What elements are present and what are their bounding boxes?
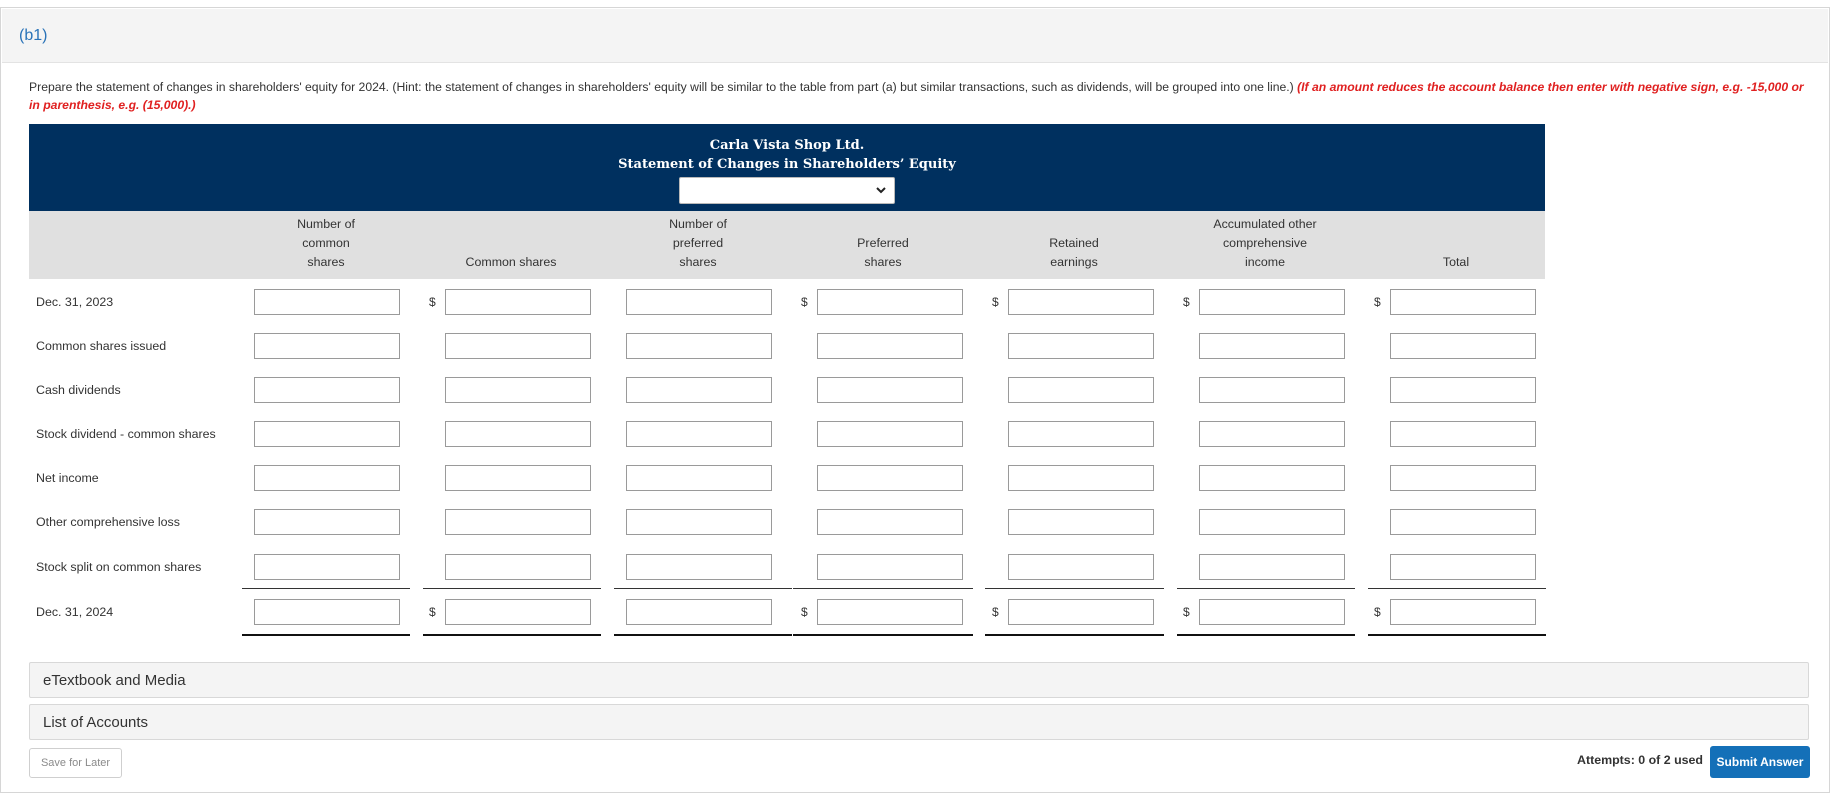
period-select[interactable] xyxy=(679,177,895,204)
amount-input[interactable] xyxy=(626,599,772,625)
amount-input[interactable] xyxy=(445,421,591,447)
amount-input[interactable] xyxy=(254,509,400,535)
dollar-sign: $ xyxy=(801,605,808,619)
amount-input[interactable] xyxy=(1199,421,1345,447)
row-label: Stock split on common shares xyxy=(36,560,202,574)
instructions xyxy=(29,78,1814,114)
attempts-counter: Attempts: 0 of 2 used xyxy=(1577,753,1703,767)
subtotal-rule xyxy=(793,588,973,589)
total-double-rule xyxy=(242,634,410,636)
amount-input[interactable] xyxy=(1008,599,1154,625)
column-header-2: Common shares xyxy=(465,255,557,269)
amount-input[interactable] xyxy=(626,509,772,535)
dollar-sign: $ xyxy=(1183,605,1190,619)
dollar-sign: $ xyxy=(429,295,436,309)
amount-input[interactable] xyxy=(445,289,591,315)
dollar-sign: $ xyxy=(992,605,999,619)
amount-input[interactable] xyxy=(1008,421,1154,447)
total-double-rule xyxy=(1177,634,1355,636)
total-double-rule xyxy=(1368,634,1546,636)
amount-input[interactable] xyxy=(626,333,772,359)
amount-input[interactable] xyxy=(1008,289,1154,315)
amount-input[interactable] xyxy=(1199,599,1345,625)
amount-input[interactable] xyxy=(817,333,963,359)
amount-input[interactable] xyxy=(445,377,591,403)
amount-input[interactable] xyxy=(1008,465,1154,491)
company-name: Carla Vista Shop Ltd. xyxy=(709,138,865,153)
amount-input[interactable] xyxy=(445,465,591,491)
row-label: Other comprehensive loss xyxy=(36,515,180,529)
column-header-7: Total xyxy=(1442,255,1470,269)
amount-input[interactable] xyxy=(1390,333,1536,359)
subtotal-rule xyxy=(242,588,410,589)
row-label: Cash dividends xyxy=(36,383,121,397)
dollar-sign: $ xyxy=(429,605,436,619)
column-header-1: Number of common shares xyxy=(297,217,355,269)
row-label: Dec. 31, 2024 xyxy=(36,605,114,619)
amount-input[interactable] xyxy=(817,509,963,535)
amount-input[interactable] xyxy=(1008,333,1154,359)
amount-input[interactable] xyxy=(1199,554,1345,580)
amount-input[interactable] xyxy=(1199,465,1345,491)
part-label: (b1) xyxy=(19,27,48,44)
amount-input[interactable] xyxy=(626,289,772,315)
amount-input[interactable] xyxy=(817,289,963,315)
amount-input[interactable] xyxy=(254,377,400,403)
row-label: Stock dividend - common shares xyxy=(36,427,216,441)
instructions-text: Prepare the statement of changes in shareholders' equity for 2024. (Hint: the statement of changes in shareholders' equity will be similar to the table from part (a) but similar transactions, such as dividends, will be grouped into one line.) xyxy=(29,80,1294,94)
amount-input[interactable] xyxy=(817,554,963,580)
amount-input[interactable] xyxy=(1390,289,1536,315)
amount-input[interactable] xyxy=(1199,333,1345,359)
amount-input[interactable] xyxy=(254,333,400,359)
submit-answer-button[interactable]: Submit Answer xyxy=(1710,746,1810,778)
chevron-down-icon xyxy=(874,183,888,197)
amount-input[interactable] xyxy=(1390,554,1536,580)
dollar-sign: $ xyxy=(1374,605,1381,619)
subtotal-rule xyxy=(423,588,601,589)
amount-input[interactable] xyxy=(1390,465,1536,491)
amount-input[interactable] xyxy=(254,599,400,625)
amount-input[interactable] xyxy=(1199,289,1345,315)
amount-input[interactable] xyxy=(1390,421,1536,447)
row-label: Dec. 31, 2023 xyxy=(36,295,114,309)
statement-header xyxy=(29,124,1545,211)
amount-input[interactable] xyxy=(626,554,772,580)
amount-input[interactable] xyxy=(817,465,963,491)
total-double-rule xyxy=(985,634,1164,636)
amount-input[interactable] xyxy=(254,421,400,447)
total-double-rule xyxy=(793,634,973,636)
dollar-sign: $ xyxy=(801,295,808,309)
amount-input[interactable] xyxy=(1390,509,1536,535)
amount-input[interactable] xyxy=(1008,509,1154,535)
amount-input[interactable] xyxy=(817,377,963,403)
instructions-note: (If an amount reduces the account balance then enter with negative sign, e.g. -15,000 or in parenthesis, e.g. (15,000).) xyxy=(29,80,1804,112)
column-header-5: Retained earnings xyxy=(1049,236,1099,269)
total-double-rule xyxy=(614,634,792,636)
amount-input[interactable] xyxy=(445,554,591,580)
amount-input[interactable] xyxy=(254,554,400,580)
column-header-6: Accumulated other comprehensive income xyxy=(1213,217,1317,269)
subtotal-rule xyxy=(614,588,792,589)
save-for-later-button[interactable]: Save for Later xyxy=(29,748,122,778)
row-label: Common shares issued xyxy=(36,339,167,353)
column-header-4: Preferred shares xyxy=(857,236,909,269)
amount-input[interactable] xyxy=(254,465,400,491)
part-header xyxy=(2,9,1828,63)
amount-input[interactable] xyxy=(1199,377,1345,403)
column-header-3: Number of preferred shares xyxy=(669,217,727,269)
amount-input[interactable] xyxy=(817,421,963,447)
dollar-sign: $ xyxy=(1374,295,1381,309)
subtotal-rule xyxy=(1177,588,1355,589)
subtotal-rule xyxy=(985,588,1164,589)
amount-input[interactable] xyxy=(626,465,772,491)
amount-input[interactable] xyxy=(1199,509,1345,535)
amount-input[interactable] xyxy=(445,333,591,359)
amount-input[interactable] xyxy=(626,421,772,447)
statement-title: Statement of Changes in Shareholders’ Equity xyxy=(618,157,956,172)
amount-input[interactable] xyxy=(1008,554,1154,580)
amount-input[interactable] xyxy=(1390,377,1536,403)
accordion-list-of-accounts[interactable]: List of Accounts xyxy=(29,704,1809,740)
amount-input[interactable] xyxy=(1390,599,1536,625)
amount-input[interactable] xyxy=(626,377,772,403)
amount-input[interactable] xyxy=(817,599,963,625)
amount-input[interactable] xyxy=(254,289,400,315)
subtotal-rule xyxy=(1368,588,1546,589)
total-double-rule xyxy=(423,634,601,636)
dollar-sign: $ xyxy=(1183,295,1190,309)
amount-input[interactable] xyxy=(445,599,591,625)
accordion-etextbook[interactable]: eTextbook and Media xyxy=(29,662,1809,698)
amount-input[interactable] xyxy=(1008,377,1154,403)
row-label: Net income xyxy=(36,471,99,485)
amount-input[interactable] xyxy=(445,509,591,535)
dollar-sign: $ xyxy=(992,295,999,309)
